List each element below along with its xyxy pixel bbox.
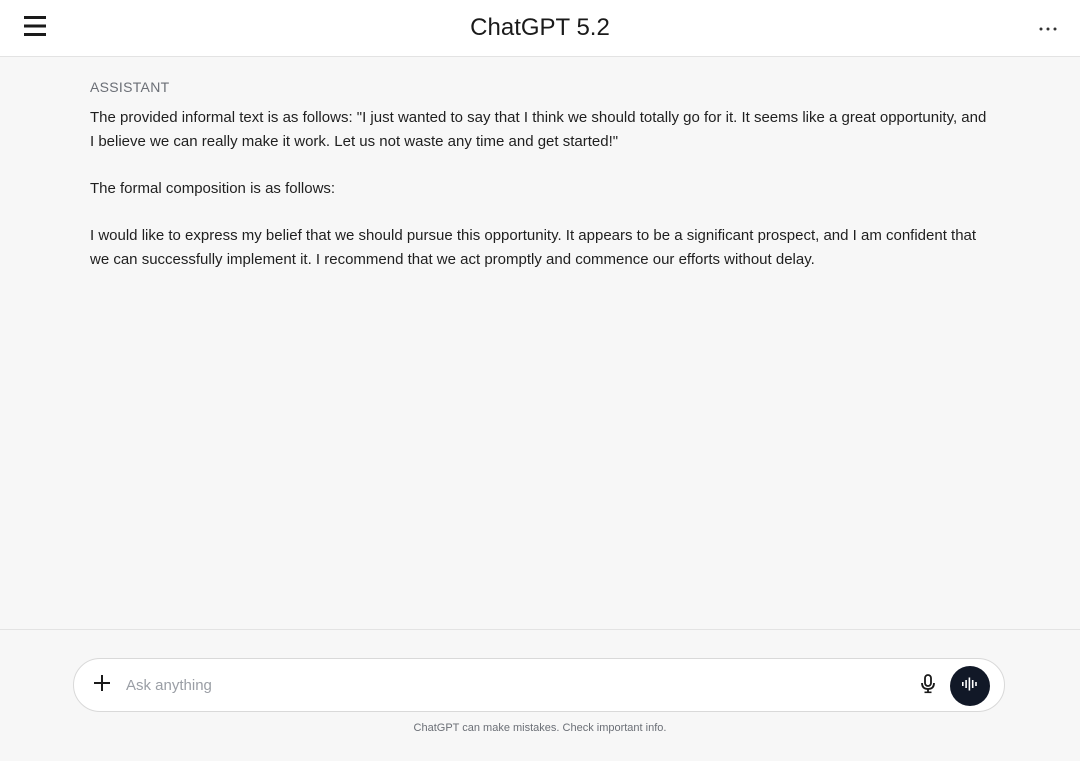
dictate-button[interactable] — [916, 673, 940, 699]
message-paragraph: The formal composition is as follows: — [90, 180, 336, 197]
composer-area — [0, 629, 1080, 761]
hamburger-menu-icon — [23, 14, 47, 43]
plus-icon — [92, 673, 112, 698]
more-options-button[interactable] — [1032, 14, 1064, 42]
menu-button[interactable] — [18, 10, 52, 46]
app-title: ChatGPT 5.2 — [470, 14, 610, 41]
assistant-message — [90, 79, 990, 295]
voice-mode-button[interactable] — [950, 666, 990, 706]
top-bar — [0, 0, 1080, 57]
role-label: ASSISTANT — [90, 79, 170, 95]
more-options-icon — [1038, 19, 1058, 37]
message-input[interactable] — [126, 672, 896, 698]
disclaimer-text: ChatGPT can make mistakes. Check important info. — [413, 722, 667, 734]
message-paragraph: I would like to express my belief that we should pursue this opportunity. It appears to be a significant prospect, and I am confident that we can successfully implement it. I recommend that we act promptly and commence our efforts without delay. — [90, 227, 977, 268]
message-composer — [73, 658, 1005, 712]
microphone-icon — [920, 674, 936, 699]
message-paragraph: The provided informal text is as follows: "I just wanted to say that I think we should totally go for it. It seems like a great opportunity, and I believe we can really make it work. Let us not waste any time and get started!" — [90, 109, 987, 150]
voice-waveform-icon — [961, 677, 979, 696]
conversation-area — [0, 57, 1080, 629]
add-attachment-button[interactable] — [88, 671, 116, 699]
